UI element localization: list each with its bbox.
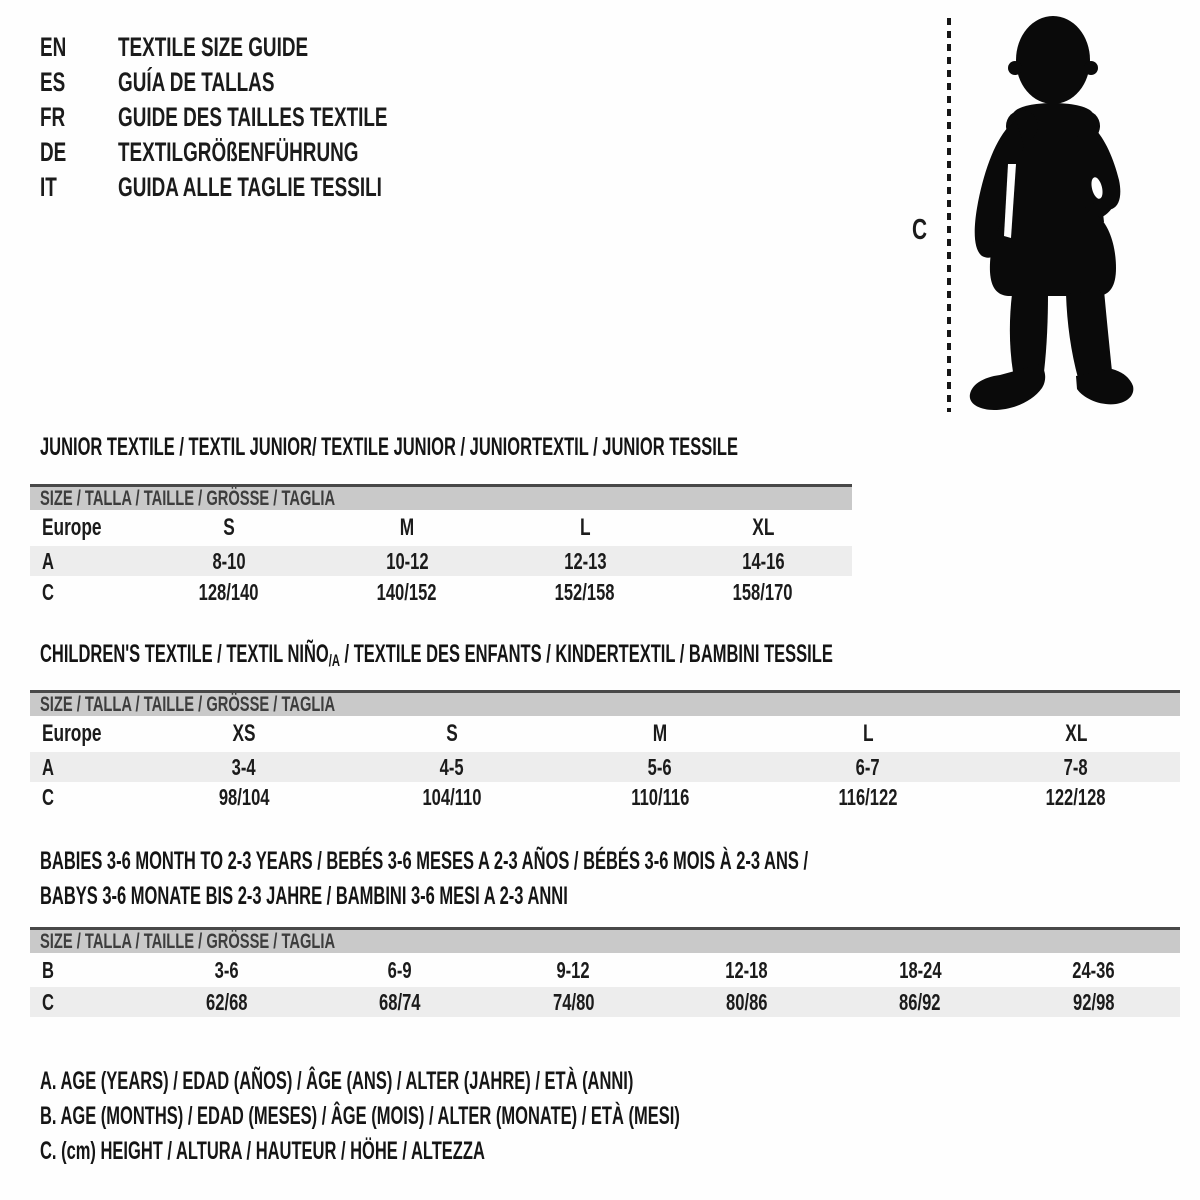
- language-title-label: GUIDE DES TAILLES TEXTILE: [118, 102, 388, 132]
- language-code: [40, 137, 118, 168]
- age-cell: [140, 548, 318, 575]
- age-value: 14-16: [741, 547, 785, 574]
- age-cell: [556, 754, 764, 781]
- height-value: 110/116: [630, 784, 690, 810]
- height-value: 140/152: [377, 578, 437, 605]
- row-label: C: [42, 784, 54, 810]
- children-size-table: [30, 690, 1180, 813]
- size-header-row: [30, 927, 1180, 953]
- height-value: 74/80: [552, 988, 595, 1015]
- language-code: [40, 102, 118, 133]
- language-title: [118, 172, 503, 203]
- children-section-title: [40, 641, 1200, 674]
- size-value: M: [652, 720, 668, 747]
- height-value: 92/98: [1072, 988, 1115, 1015]
- table-row-age: [30, 752, 1180, 782]
- size-cell: [140, 720, 348, 748]
- language-row-es: [40, 65, 503, 100]
- age-value: 3-4: [232, 753, 256, 780]
- height-cell: [1007, 989, 1180, 1016]
- babies-size-table: [30, 927, 1180, 1017]
- size-header-label: SIZE / TALLA / TAILLE / GRÖSSE / TAGLIA: [40, 929, 336, 953]
- height-cell: [313, 989, 486, 1016]
- height-cell: [140, 989, 313, 1016]
- row-label: C: [42, 578, 54, 605]
- size-value: M: [399, 514, 415, 541]
- row-label: Europe: [42, 514, 102, 541]
- junior-size-table: [30, 484, 852, 608]
- height-cell: [833, 989, 1006, 1016]
- months-cell: [140, 957, 313, 984]
- note-age-years: [40, 1066, 939, 1096]
- size-value: S: [446, 720, 458, 747]
- language-code-label: EN: [40, 32, 67, 62]
- height-cell: [556, 784, 764, 811]
- height-value: 158/170: [733, 578, 793, 605]
- age-value: 7-8: [1064, 753, 1088, 780]
- age-value: 8-10: [212, 547, 246, 574]
- language-title-label: GUIDA ALLE TAGLIE TESSILI: [118, 172, 382, 202]
- height-value: 104/110: [422, 784, 482, 810]
- language-title-label: TEXTILGRÖßENFÜHRUNG: [118, 137, 359, 167]
- row-label-cell: [30, 957, 140, 984]
- babies-section-title-text1: BABIES 3-6 MONTH TO 2-3 YEARS / BEBÉS 3-6 MESES A 2-3 AÑOS / BÉBÉS 3-6 MOIS À 2-3 ANS /: [40, 847, 809, 875]
- height-cell: [660, 989, 833, 1016]
- height-cell: [348, 784, 556, 811]
- height-cell: [140, 579, 318, 606]
- height-cell: [496, 579, 674, 606]
- language-code-label: IT: [40, 172, 57, 202]
- height-value: 68/74: [379, 988, 421, 1015]
- language-code-label: FR: [40, 102, 66, 132]
- months-cell: [660, 957, 833, 984]
- language-code: [40, 32, 118, 63]
- table-row-height: [30, 576, 852, 608]
- months-cell: [313, 957, 486, 984]
- title-part: CHILDREN'S TEXTILE / TEXTIL NIÑO: [40, 640, 329, 668]
- months-cell: [833, 957, 1006, 984]
- title-subscript: /A: [328, 651, 340, 670]
- language-row-de: [40, 135, 503, 170]
- language-title: [118, 137, 503, 168]
- table-row-height: [30, 782, 1180, 813]
- size-cell: [318, 514, 496, 542]
- size-value: XS: [232, 720, 256, 747]
- months-value: 3-6: [214, 956, 239, 983]
- language-title: [118, 32, 503, 63]
- size-value: L: [862, 720, 874, 747]
- size-cell: [556, 720, 764, 748]
- months-value: 6-9: [388, 956, 412, 983]
- height-value: 152/158: [555, 578, 615, 605]
- height-value: 80/86: [725, 988, 768, 1015]
- title-part: / TEXTILE DES ENFANTS / KINDERTEXTIL / BAMBINI TESSILE: [339, 640, 833, 668]
- height-value: 116/122: [838, 784, 898, 810]
- height-cell: [487, 989, 660, 1016]
- language-code-label: ES: [40, 67, 66, 97]
- height-cell: [318, 579, 496, 606]
- age-value: 12-13: [563, 547, 607, 574]
- row-label-cell: [30, 784, 140, 811]
- age-cell: [496, 548, 674, 575]
- age-cell: [972, 754, 1180, 781]
- size-cell: [764, 720, 972, 748]
- language-row-it: [40, 170, 503, 205]
- language-row-fr: [40, 100, 503, 135]
- size-header-label: SIZE / TALLA / TAILLE / GRÖSSE / TAGLIA: [40, 692, 336, 716]
- babies-section-title-text2: BABYS 3-6 MONATE BIS 2-3 JAHRE / BAMBINI 3-6 MESI A 2-3 ANNI: [40, 882, 568, 910]
- age-cell: [674, 548, 852, 575]
- row-label: A: [42, 753, 54, 780]
- age-cell: [348, 754, 556, 781]
- height-cell: [140, 784, 348, 811]
- age-value: 4-5: [440, 753, 464, 780]
- row-label-cell: [30, 514, 140, 542]
- height-measure-letter: C: [912, 214, 928, 246]
- months-value: 12-18: [725, 956, 768, 983]
- table-row-europe: [30, 510, 852, 546]
- size-value: XL: [1064, 720, 1088, 747]
- months-cell: [487, 957, 660, 984]
- height-measure-dashed-line: [947, 18, 951, 412]
- row-label: C: [42, 988, 54, 1015]
- junior-section-title: [40, 434, 1098, 460]
- age-value: 6-7: [856, 753, 880, 780]
- row-label-cell: [30, 754, 140, 781]
- age-value: 10-12: [385, 547, 429, 574]
- language-title-label: TEXTILE SIZE GUIDE: [118, 32, 309, 62]
- language-code: [40, 67, 118, 98]
- height-value: 62/68: [205, 988, 248, 1015]
- months-cell: [1007, 957, 1180, 984]
- size-header-label: SIZE / TALLA / TAILLE / GRÖSSE / TAGLIA: [40, 486, 336, 510]
- table-row-age: [30, 546, 852, 576]
- size-cell: [972, 720, 1180, 748]
- size-cell: [348, 720, 556, 748]
- row-label: A: [42, 547, 54, 574]
- size-header-row: [30, 690, 1180, 716]
- size-cell: [496, 514, 674, 542]
- row-label-cell: [30, 548, 140, 575]
- size-header-row: [30, 484, 852, 510]
- months-value: 18-24: [898, 956, 942, 983]
- note-text: B. AGE (MONTHS) / EDAD (MESES) / ÂGE (MOIS) / ALTER (MONATE) / ETÀ (MESI): [40, 1102, 680, 1130]
- height-value: 122/128: [1046, 784, 1106, 810]
- table-row-months: [30, 953, 1180, 987]
- language-code: [40, 172, 118, 203]
- toddler-silhouette-icon: [964, 12, 1142, 412]
- age-cell: [140, 754, 348, 781]
- babies-section-title-line1: [40, 848, 1200, 874]
- language-row-en: [40, 30, 503, 65]
- age-cell: [318, 548, 496, 575]
- row-label-cell: [30, 989, 140, 1016]
- row-label-cell: [30, 579, 140, 606]
- note-height-cm: [40, 1136, 714, 1166]
- row-label: Europe: [42, 720, 102, 747]
- size-cell: [140, 514, 318, 542]
- note-age-months: [40, 1101, 1009, 1131]
- size-value: L: [579, 514, 591, 541]
- size-cell: [674, 514, 852, 542]
- note-text: A. AGE (YEARS) / EDAD (AÑOS) / ÂGE (ANS) / ALTER (JAHRE) / ETÀ (ANNI): [40, 1067, 634, 1095]
- table-row-height: [30, 987, 1180, 1017]
- note-text: C. (cm) HEIGHT / ALTURA / HAUTEUR / HÖHE / ALTEZZA: [40, 1137, 485, 1165]
- language-title-list: [40, 30, 503, 205]
- language-title-label: GUÍA DE TALLAS: [118, 67, 275, 97]
- months-value: 24-36: [1072, 956, 1115, 983]
- language-code-label: DE: [40, 137, 67, 167]
- height-cell: [764, 784, 972, 811]
- babies-section-title-line2: [40, 883, 840, 909]
- language-title: [118, 67, 503, 98]
- height-cell: [972, 784, 1180, 811]
- height-value: 86/92: [899, 988, 941, 1015]
- children-section-title-text: [40, 641, 833, 674]
- size-value: S: [223, 514, 235, 541]
- row-label: B: [42, 956, 54, 983]
- months-value: 9-12: [556, 956, 590, 983]
- height-cell: [674, 579, 852, 606]
- height-value: 128/140: [199, 578, 259, 605]
- height-measure-label: [912, 215, 933, 245]
- height-value: 98/104: [218, 784, 270, 810]
- table-row-europe: [30, 716, 1180, 752]
- age-cell: [764, 754, 972, 781]
- age-value: 5-6: [648, 753, 672, 780]
- row-label-cell: [30, 720, 140, 748]
- language-title: [118, 102, 503, 133]
- junior-section-title-text: JUNIOR TEXTILE / TEXTIL JUNIOR/ TEXTILE JUNIOR / JUNIORTEXTIL / JUNIOR TESSILE: [40, 433, 738, 461]
- size-value: XL: [751, 514, 775, 541]
